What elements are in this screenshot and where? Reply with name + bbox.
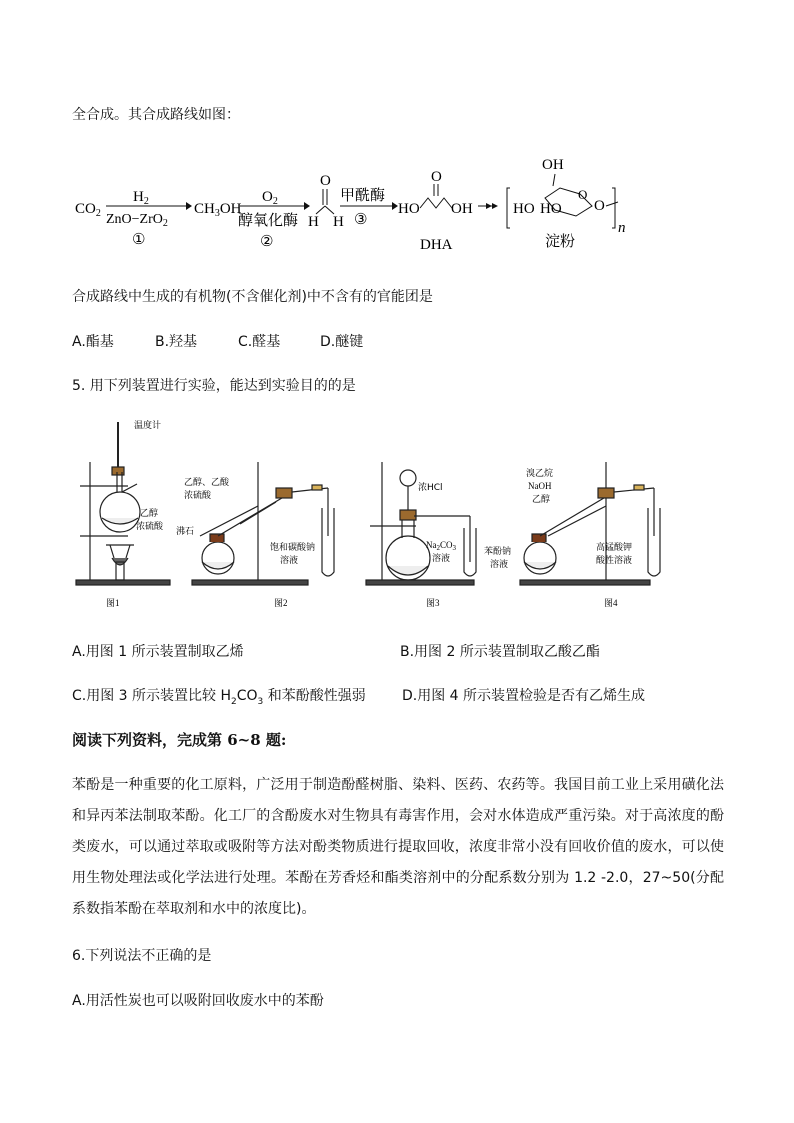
step3-number: ③: [354, 210, 368, 228]
intro-text: 全合成。其合成路线如图：: [72, 107, 240, 123]
figure-3: [366, 462, 476, 585]
synthesis-scheme: [0, 150, 794, 265]
fig4-reagent1: 溴乙烷: [526, 469, 554, 479]
starch-ho2: HO: [540, 201, 562, 217]
formaldehyde-o: O: [320, 173, 331, 189]
fig3-acid: 浓HCl: [418, 483, 443, 493]
fig4-caption: 图4: [604, 598, 618, 608]
co2-formula: $CO_2$: [75, 201, 101, 219]
step1-number: ①: [132, 230, 146, 248]
figure-1: [76, 422, 170, 585]
fig2-caption: 图2: [274, 598, 288, 608]
reading-heading: 阅读下列资料，完成第 6~8 题:: [72, 731, 287, 749]
fig2-reagent2: 浓硫酸: [184, 491, 212, 501]
dha-oh: OH: [451, 201, 473, 217]
q5-option-b[interactable]: B.用图 2 所示装置制取乙酸乙酯: [400, 644, 600, 660]
q6-title: 6.下列说法不正确的是: [72, 948, 212, 964]
q4-option-b[interactable]: B.羟基: [155, 334, 198, 350]
fig4-tube-label2: 酸性溶液: [596, 556, 633, 566]
starch-glyco-o: O: [594, 198, 605, 214]
step2-number: ②: [260, 232, 274, 250]
fig4-reagent2: NaOH: [528, 481, 552, 491]
q4-option-d[interactable]: D.醚键: [320, 334, 364, 350]
fig4-tube-label1: 高锰酸钾: [596, 543, 633, 553]
q6-option-a[interactable]: A.用活性炭也可以吸附回收废水中的苯酚: [72, 993, 324, 1009]
fig1-reagent2: 浓硫酸: [136, 522, 164, 532]
dha-label: DHA: [420, 237, 453, 253]
formaldehyde-h2: H: [333, 214, 344, 230]
step2-enzyme: 醇氧化酶: [238, 211, 299, 229]
dha-ho: HO: [398, 201, 420, 217]
methanol-formula: $CH_3OH$: [194, 201, 242, 219]
q4-option-c[interactable]: C.醛基: [238, 334, 281, 350]
fig2-reagent1: 乙醇、乙酸: [184, 478, 230, 488]
fig1-caption: 图1: [106, 598, 120, 608]
q5-option-c[interactable]: C.用图 3 所示装置比较 $H_2CO_3$ 和苯酚酸性强弱: [72, 688, 366, 707]
starch-label: 淀粉: [545, 232, 576, 250]
fig3-salt-solution: 溶液: [432, 554, 451, 564]
fig3-tube-label2: 溶液: [490, 560, 509, 570]
q4-option-a[interactable]: A.酯基: [72, 334, 114, 350]
fig1-thermometer-label: 温度计: [134, 421, 162, 431]
fig3-salt: $Na_2CO_3$: [426, 540, 457, 552]
step1-catalyst: ZnO−ZrO$_2$: [106, 212, 168, 229]
q4-prompt: 合成路线中生成的有机物(不含催化剂)中不含有的官能团是: [72, 289, 433, 305]
fig2-tube-label2: 溶液: [280, 556, 299, 566]
starch-ring-o: O: [578, 187, 588, 202]
starch-oh-top: OH: [542, 157, 564, 173]
reading-passage: 苯酚是一种重要的化工原料，广泛用于制造酚醛树脂、染料、医药、农药等。我国目前工业上采用磺化法和异丙苯法制取苯酚。化工厂的含酚废水对生物具有毒害作用，会对水体造成严重污染。对于高浓度的酚类废水，可以通过萃取或吸附等方法对酚类物质进行提取回收，浓度非常小没有回收价值的废水，可以使用生物处理法或化学法进行处理。苯酚在芳香烃和酯类溶剂中的分配系数分别为 1.2 -2.0，27~50(分配系数指苯酚在萃取剂和水中的浓度比)。: [72, 777, 724, 917]
fig1-reagent1: 乙醇: [140, 509, 159, 519]
dha-o: O: [431, 169, 442, 185]
fig2-stone: 沸石: [176, 527, 195, 537]
fig4-reagent3: 乙醇: [532, 495, 551, 505]
formaldehyde-h1: H: [308, 214, 319, 230]
apparatus-figures: [0, 412, 794, 612]
q5-title: 5. 用下列装置进行实验，能达到实验目的的是: [72, 378, 356, 394]
q5-option-a[interactable]: A.用图 1 所示装置制取乙烯: [72, 644, 244, 660]
step2-reagent: $O_2$: [262, 189, 278, 207]
q5-option-d[interactable]: D.用图 4 所示装置检验是否有乙烯生成: [402, 688, 646, 704]
starch-ho1: HO: [513, 201, 535, 217]
fig3-caption: 图3: [426, 598, 440, 608]
step3-enzyme: 甲酰酶: [340, 186, 386, 204]
fig2-tube-label1: 饱和碳酸钠: [270, 543, 316, 553]
starch-n: n: [618, 220, 626, 236]
fig3-tube-label1: 苯酚钠: [484, 547, 512, 557]
step1-reagent: $H_2$: [133, 189, 149, 207]
